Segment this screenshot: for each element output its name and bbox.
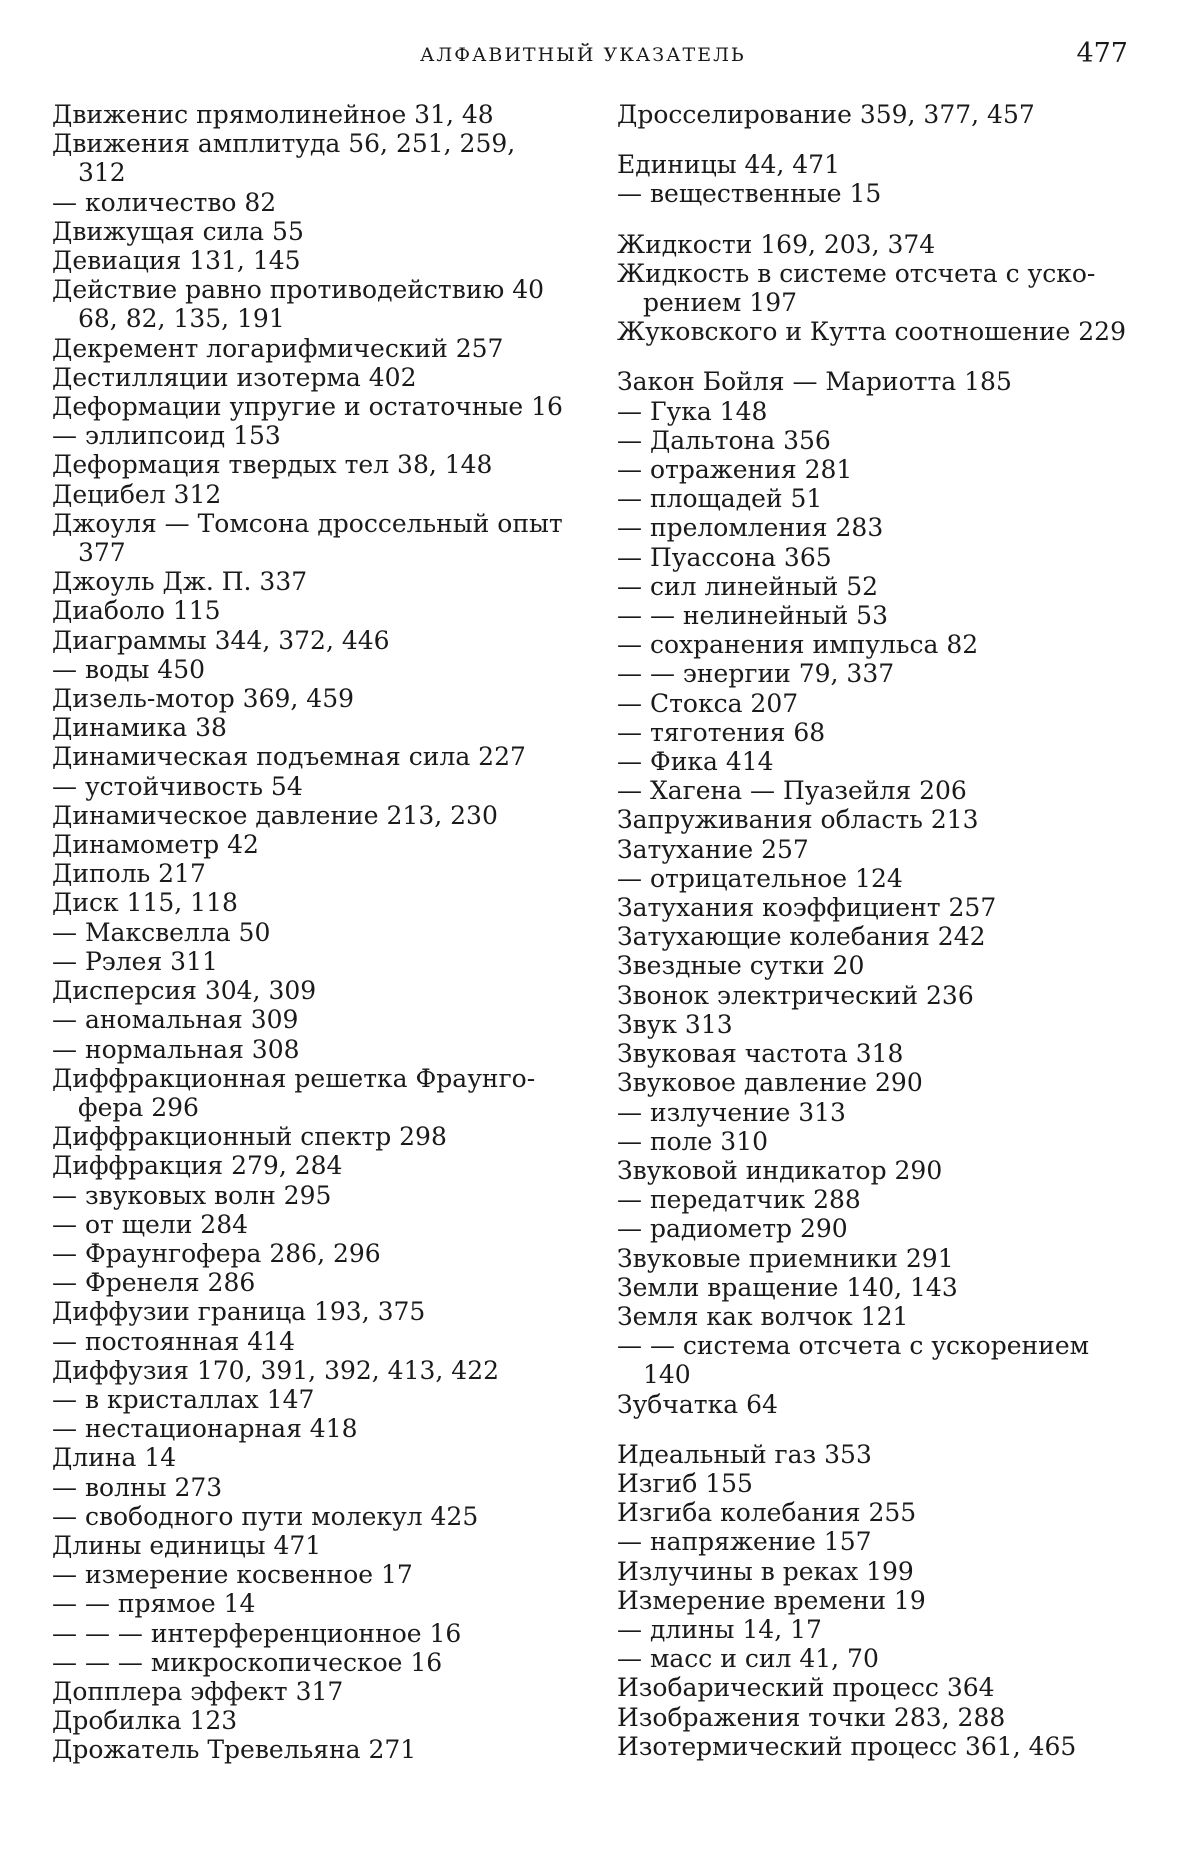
index-entry: — аномальная 309: [52, 1005, 299, 1035]
index-entry: Звуковое давление 290: [617, 1068, 923, 1098]
index-entry: Дизель-мотор 369, 459: [52, 684, 355, 714]
index-entry: Децибел 312: [52, 479, 222, 509]
index-entry: — масс и сил 41, 70: [617, 1644, 879, 1674]
index-entry: Девиация 131, 145: [52, 246, 301, 276]
index-entry: Диффузии граница 193, 375: [52, 1297, 426, 1327]
index-entry: Земля как волчок 121: [617, 1301, 909, 1331]
index-entry: — — прямое 14: [52, 1589, 256, 1619]
index-entry: — — система отсчета с ускорением: [617, 1331, 1090, 1361]
index-entry: Диффракция 279, 284: [52, 1151, 343, 1181]
group-spacer: [617, 129, 1157, 150]
index-entry: Дисперсия 304, 309: [52, 976, 317, 1006]
index-entry-continuation: 312: [78, 158, 126, 188]
index-entry: — свободного пути молекул 425: [52, 1501, 479, 1531]
index-entry: Затухание 257: [617, 834, 809, 864]
index-entry-continuation: 377: [78, 538, 126, 568]
index-entry: Звук 313: [617, 1009, 733, 1039]
index-entry: Диаграммы 344, 372, 446: [52, 625, 390, 655]
index-entry: Земли вращение 140, 143: [617, 1272, 958, 1302]
index-entry: Диффракционная решетка Фраунго-: [52, 1063, 536, 1093]
index-entry: — волны 273: [52, 1472, 223, 1502]
index-entry: Диффузия 170, 391, 392, 413, 422: [52, 1355, 500, 1385]
group-spacer: [617, 1419, 1157, 1440]
index-entry: — радиометр 290: [617, 1214, 848, 1244]
index-entry: Движенис прямолинейное 31, 48: [52, 100, 494, 129]
index-entry: — звуковых волн 295: [52, 1180, 332, 1210]
index-entry: Дросселирование 359, 377, 457: [617, 100, 1035, 129]
index-entry-continuation: 140: [643, 1360, 691, 1390]
page-number: 477: [1076, 38, 1128, 69]
index-entry: Движущая сила 55: [52, 216, 304, 246]
index-entry: Изобарический процесс 364: [617, 1673, 995, 1703]
index-entry-continuation: фера 296: [78, 1092, 199, 1122]
index-entry: Излучины в реках 199: [617, 1556, 914, 1586]
group-spacer: [617, 209, 1157, 230]
index-entry: — воды 450: [52, 654, 206, 684]
index-entry: Единицы 44, 471: [617, 150, 840, 180]
index-entry: Джоуль Дж. П. 337: [52, 567, 308, 597]
index-entry: — Рэлея 311: [52, 946, 218, 976]
index-entry: — площадей 51: [617, 484, 823, 514]
index-entry: Изображения точки 283, 288: [617, 1702, 1006, 1732]
index-entry: — отрицательное 124: [617, 863, 903, 893]
index-entry: Запруживания область 213: [617, 805, 979, 835]
index-entry: Допплера эффект 317: [52, 1676, 344, 1706]
index-entry: — эллипсоид 153: [52, 421, 281, 451]
index-entry: — сохранения импульса 82: [617, 630, 979, 660]
index-entry: — Гука 148: [617, 396, 768, 426]
index-entry: Деформации упругие и остаточные 16: [52, 392, 563, 422]
index-entry: — Френеля 286: [52, 1268, 256, 1298]
index-entry: Изотермический процесс 361, 465: [617, 1731, 1077, 1761]
index-entry: Длины единицы 471: [52, 1530, 322, 1560]
index-entry: Движения амплитуда 56, 251, 259,: [52, 129, 516, 159]
index-entry: Звуковой индикатор 290: [617, 1155, 943, 1185]
index-entry: — излучение 313: [617, 1097, 846, 1127]
index-entry: Измерение времени 19: [617, 1585, 926, 1615]
index-entry: Динамика 38: [52, 713, 227, 743]
index-entry: Диполь 217: [52, 859, 206, 889]
index-entry: — поле 310: [617, 1126, 769, 1156]
index-entry: Диск 115, 118: [52, 888, 238, 918]
index-entry: — Максвелла 50: [52, 917, 271, 947]
index-entry: Затухания коэффициент 257: [617, 893, 997, 923]
index-entry: — нормальная 308: [52, 1034, 300, 1064]
index-entry: Дестилляции изотерма 402: [52, 362, 417, 392]
index-entry: Звонок электрический 236: [617, 980, 974, 1010]
index-entry: — — энергии 79, 337: [617, 659, 895, 689]
index-entry: Декремент логарифмический 257: [52, 333, 504, 363]
index-entry: — передатчик 288: [617, 1185, 861, 1215]
index-entry: — вещественные 15: [617, 179, 882, 209]
index-entry: — преломления 283: [617, 513, 884, 543]
index-entry: Звуковые приемники 291: [617, 1243, 954, 1273]
index-entry: — тяготения 68: [617, 717, 826, 747]
index-entry: Изгиба колебания 255: [617, 1498, 917, 1528]
index-entry: Закон Бойля — Мариотта 185: [617, 367, 1012, 397]
index-entry: — — нелинейный 53: [617, 601, 888, 631]
index-entry: — измерение косвенное 17: [52, 1560, 413, 1590]
index-entry: Жидкость в системе отсчета с уско-: [617, 258, 1096, 288]
index-entry: — — — микроскопическое 16: [52, 1647, 443, 1677]
index-entry: — нестационарная 418: [52, 1414, 358, 1444]
index-entry: Джоуля — Томсона дроссельный опыт: [52, 508, 563, 538]
index-entry: Звездные сутки 20: [617, 951, 865, 981]
index-entry: — — — интерференционное 16: [52, 1618, 462, 1648]
index-entry: — Стокса 207: [617, 688, 799, 718]
index-entry: — Фика 414: [617, 747, 774, 777]
index-entry: Дрожатель Тревельяна 271: [52, 1735, 417, 1765]
index-entry: — Хагена — Пуазейля 206: [617, 776, 967, 806]
index-entry: Жуковского и Кутта соотношение 229: [617, 317, 1126, 347]
index-entry: Звуковая частота 318: [617, 1039, 904, 1069]
index-entry: Действие равно противодействию 40: [52, 275, 545, 305]
index-entry: — Пуассона 365: [617, 542, 832, 572]
index-entry: Динамическая подъемная сила 227: [52, 742, 526, 772]
index-entry: — от щели 284: [52, 1209, 249, 1239]
index-entry: Деформация твердых тел 38, 148: [52, 450, 493, 480]
index-entry: Длина 14: [52, 1443, 177, 1473]
index-entry: — отражения 281: [617, 455, 853, 485]
running-title: АЛФАВИТНЫЙ УКАЗАТЕЛЬ: [420, 44, 746, 66]
group-spacer: [617, 346, 1157, 367]
index-entry: Динамическое давление 213, 230: [52, 800, 498, 830]
index-entry: — постоянная 414: [52, 1326, 295, 1356]
index-entry: — устойчивость 54: [52, 771, 303, 801]
index-column-left: [52, 100, 587, 1765]
index-entry: Диаболо 115: [52, 596, 221, 626]
index-entry: Динамометр 42: [52, 830, 259, 860]
page-header: [0, 38, 1200, 84]
index-entry-continuation: 68, 82, 135, 191: [78, 304, 285, 334]
index-entry: Затухающие колебания 242: [617, 922, 986, 952]
index-entry: Зубчатка 64: [617, 1389, 778, 1419]
index-column-right: [617, 100, 1157, 1761]
index-entry: — в кристаллах 147: [52, 1384, 315, 1414]
index-entry: — длины 14, 17: [617, 1614, 822, 1644]
index-entry: Дробилка 123: [52, 1706, 238, 1736]
index-entry-continuation: рением 197: [643, 288, 798, 318]
index-entry: Изгиб 155: [617, 1468, 753, 1498]
index-entry: — напряжение 157: [617, 1527, 872, 1557]
index-entry: Диффракционный спектр 298: [52, 1122, 447, 1152]
index-entry: — количество 82: [52, 187, 277, 217]
index-entry: — Фраунгофера 286, 296: [52, 1238, 381, 1268]
index-entry: — сил линейный 52: [617, 571, 879, 601]
index-entry: Жидкости 169, 203, 374: [617, 229, 936, 259]
index-entry: — Дальтона 356: [617, 425, 831, 455]
index-entry: Идеальный газ 353: [617, 1439, 872, 1469]
